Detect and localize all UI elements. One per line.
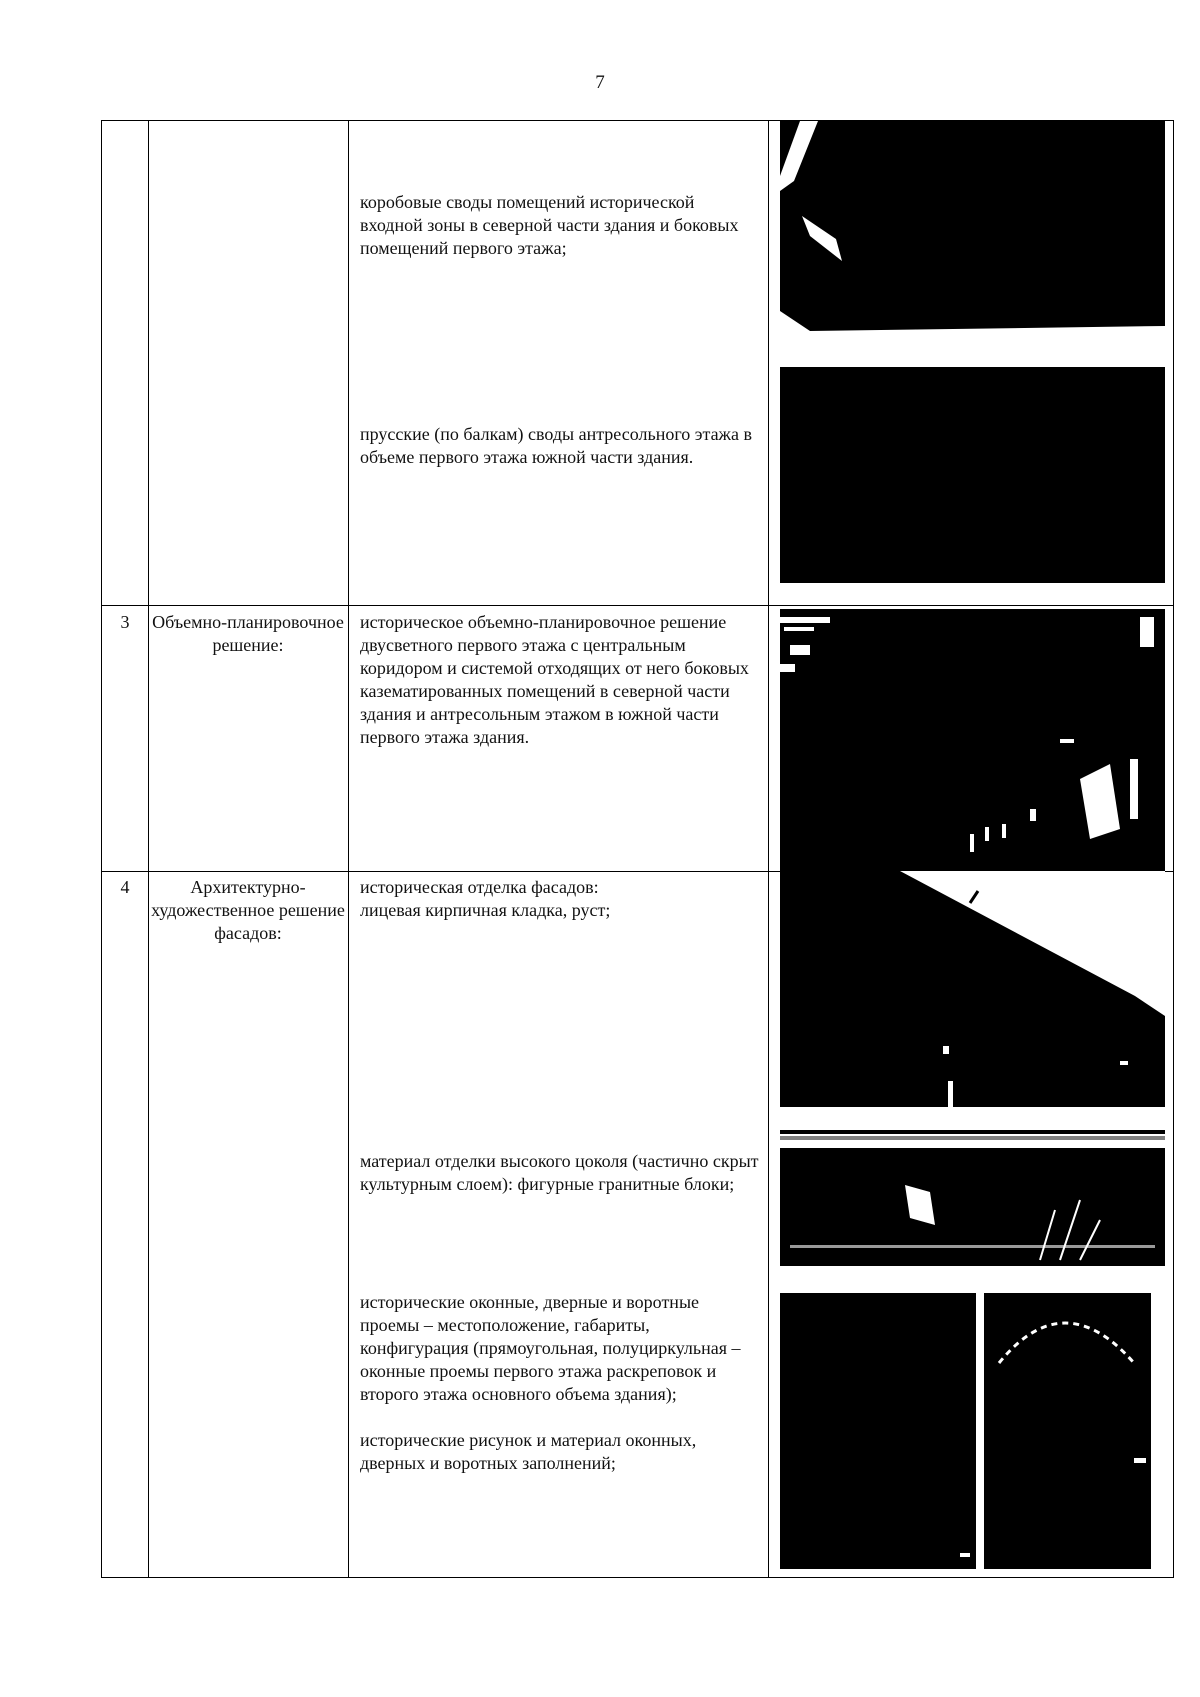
column-divider bbox=[768, 121, 769, 1577]
row-4-item-5: исторические рисунок и материал оконных, дверных и воротных заполнений; bbox=[360, 1430, 697, 1473]
row-4-item-1: историческая отделка фасадов: bbox=[360, 877, 599, 897]
row-4-item-2: лицевая кирпичная кладка, руст; bbox=[360, 900, 611, 920]
protected-subject-table bbox=[101, 120, 1174, 1578]
row-4-item-4: исторические оконные, дверные и воротные проемы – местоположение, габариты, конфигурация (прямоугольная, полуциркульная – оконные проемы первого этажа раскреповок и второго этажа основного объема здания); bbox=[360, 1292, 741, 1404]
row-3-number: 3 bbox=[120, 612, 130, 632]
gate-photo-right bbox=[984, 1293, 1151, 1569]
row-divider bbox=[102, 605, 1173, 606]
row-4-name: Архитектурно-художественное решение фасадов: bbox=[151, 877, 345, 943]
row-4-item-3: материал отделки высокого цоколя (частично скрыт культурным слоем): фигурные гранитные блоки; bbox=[360, 1151, 759, 1194]
row-continuation-item-1: коробовые своды помещений исторической входной зоны в северной части здания и боковых помещений первого этажа; bbox=[360, 192, 739, 258]
facade-brick-photo bbox=[780, 871, 1165, 1107]
column-divider bbox=[348, 121, 349, 1577]
page-number: 7 bbox=[595, 72, 605, 93]
row-3-item-1: историческое объемно-планировочное решение двусветного первого этажа с центральным коридором и системой отходящих от него боковых казематированных помещений в северной части здания и антресольным этажом в южной части первого этажа здания. bbox=[360, 612, 749, 747]
corridor-photo bbox=[780, 609, 1165, 871]
row-continuation-item-2: прусские (по балкам) своды антресольного этажа в объеме первого этажа южной части здания. bbox=[360, 424, 752, 467]
row-4-number: 4 bbox=[120, 877, 130, 897]
row-3-name: Объемно-планировочное решение: bbox=[152, 612, 344, 655]
beam-vault-photo bbox=[780, 367, 1165, 583]
plinth-photo bbox=[780, 1130, 1165, 1266]
vault-photo bbox=[780, 121, 1165, 339]
window-photo-left bbox=[780, 1293, 976, 1569]
column-divider bbox=[148, 121, 149, 1577]
